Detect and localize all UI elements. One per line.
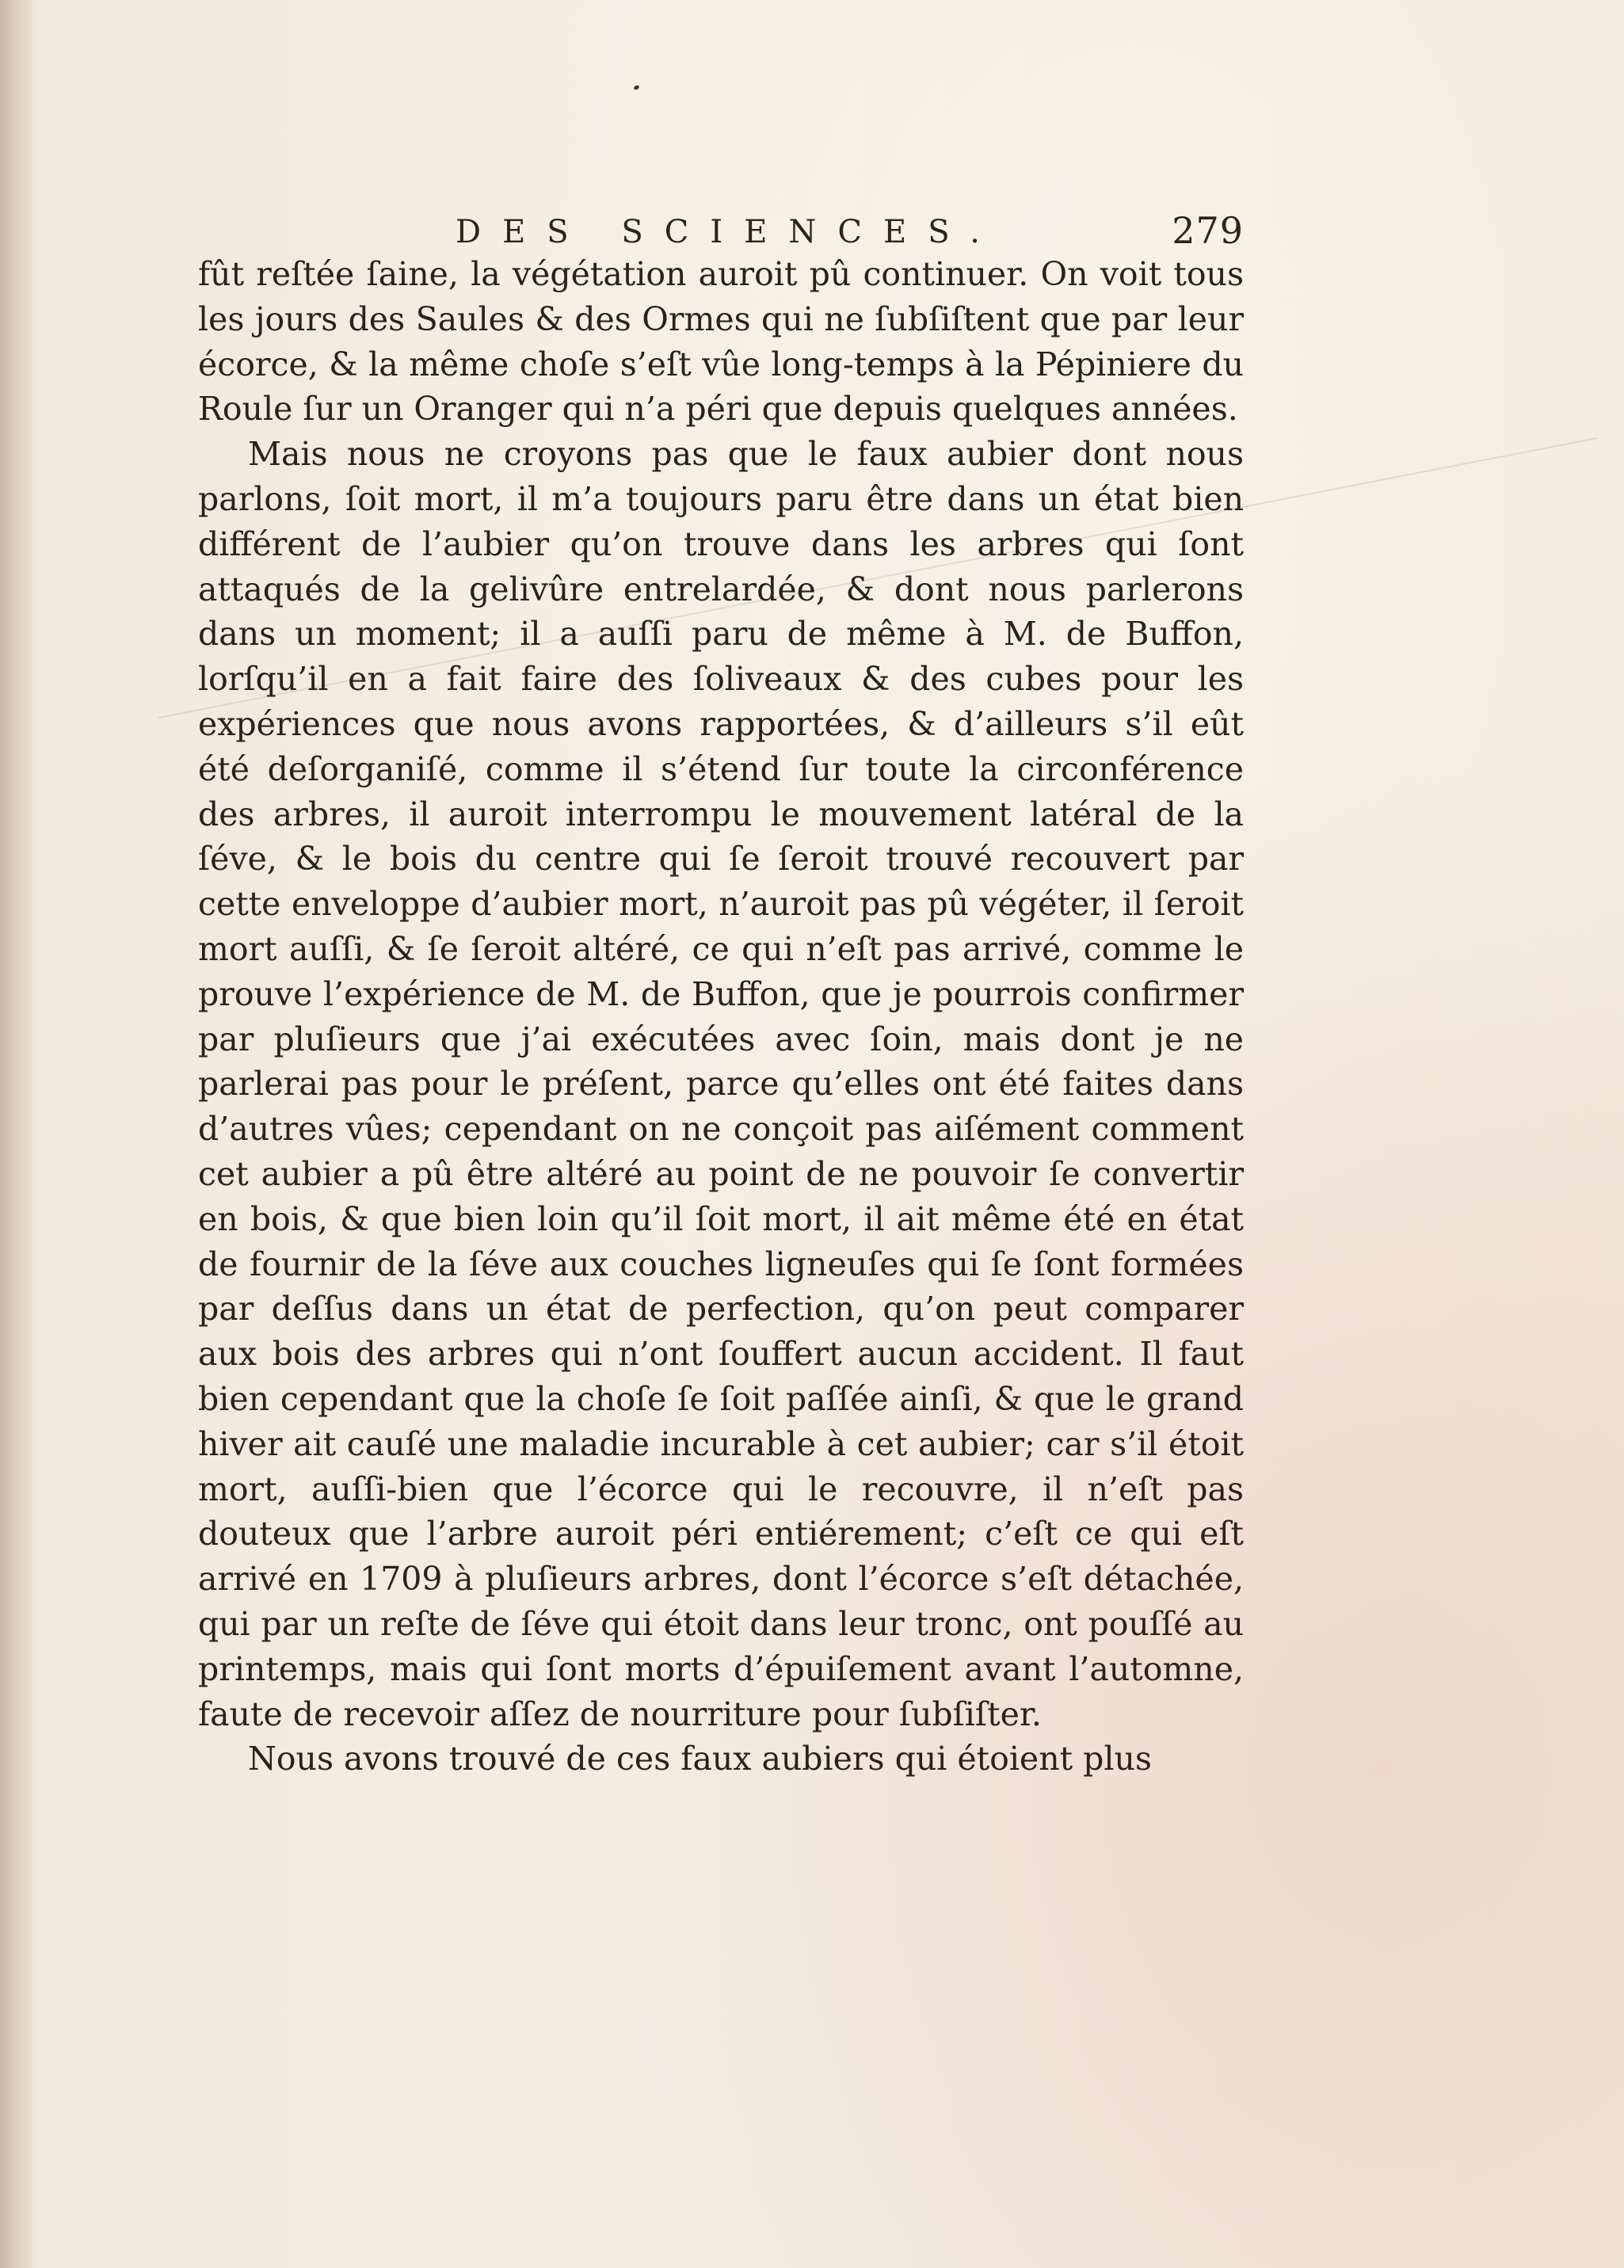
paragraph-faux-aubier: Mais nous ne croyons pas que le faux aubier dont nous parlons, ſoit mort, il m’a toujours paru être dans un état bien différent de l’aubier qu’on trouve dans les arbres qui ſont attaqués de la gelivûre entrelardée, & dont nous parlerons dans un moment; il a auſſi paru de même à M. de Buffon, lorſqu’il en a fait faire des ſoliveaux & des cubes pour les expériences que nous avons rapportées, & d’ailleurs s’il eût été deſorganiſé, comme il s’étend ſur toute la circonférence des arbres, il auroit interrompu le mouvement latéral de la ſéve, & le bois du centre qui ſe ſeroit trouvé recouvert par cette enveloppe d’aubier mort, n’auroit pas pû végéter, il ſeroit mort auſſi, & ſe ſeroit altéré, ce qui n’eſt pas arrivé, comme le prouve l’expérience de M. de Buffon, que je pourrois confirmer par pluſieurs que j’ai exécutées avec ſoin, mais dont je ne parlerai pas pour le préſent, parce qu’elles ont été faites dans d’autres vûes; cependant on ne conçoit pas aiſément comment cet aubier a pû être altéré au point de ne pouvoir ſe convertir en bois, & que bien loin qu’il ſoit mort, il ait même été en état de fournir de la ſéve aux couches ligneuſes qui ſe ſont formées par deſſus dans un état de perfection, qu’on peut comparer aux bois des arbres qui n’ont ſouffert aucun accident. Il faut bien cependant que la choſe ſe ſoit paſſée ainſi, & que le grand hiver ait cauſé une maladie incurable à cet aubier; car s’il étoit mort, auſſi-bien que l’écorce qui le recouvre, il n’eſt pas douteux que l’arbre auroit péri entiérement; c’eſt ce qui eſt arrivé en 1709 à pluſieurs arbres, dont l’écorce s’eſt détachée, qui par un reſte de ſéve qui étoit dans leur tronc, ont pouſſé au printemps, mais qui ſont morts d’épuiſement avant l’automne, faute de recevoir aſſez de nourriture pour ſubſiſter.: [198, 435, 1244, 1733]
body-text: [198, 252, 1244, 1782]
paragraph-continued: fût reſtée ſaine, la végétation auroit pû continuer. On voit tous les jours des Saules & des Ormes qui ne ſubſiſtent que par leur écorce, & la même choſe s’eſt vûe long-temps à la Pépiniere du Roule ſur un Oranger qui n’a péri que depuis quelques années.: [198, 255, 1244, 429]
page-number: 279: [1172, 209, 1244, 252]
running-title: DES SCIENCES.: [456, 214, 1001, 250]
binding-shadow: [0, 0, 33, 2268]
paragraph-closing: Nous avons trouvé de ces faux aubiers qui étoient plus: [248, 1740, 1152, 1778]
ink-speck: [633, 85, 640, 91]
